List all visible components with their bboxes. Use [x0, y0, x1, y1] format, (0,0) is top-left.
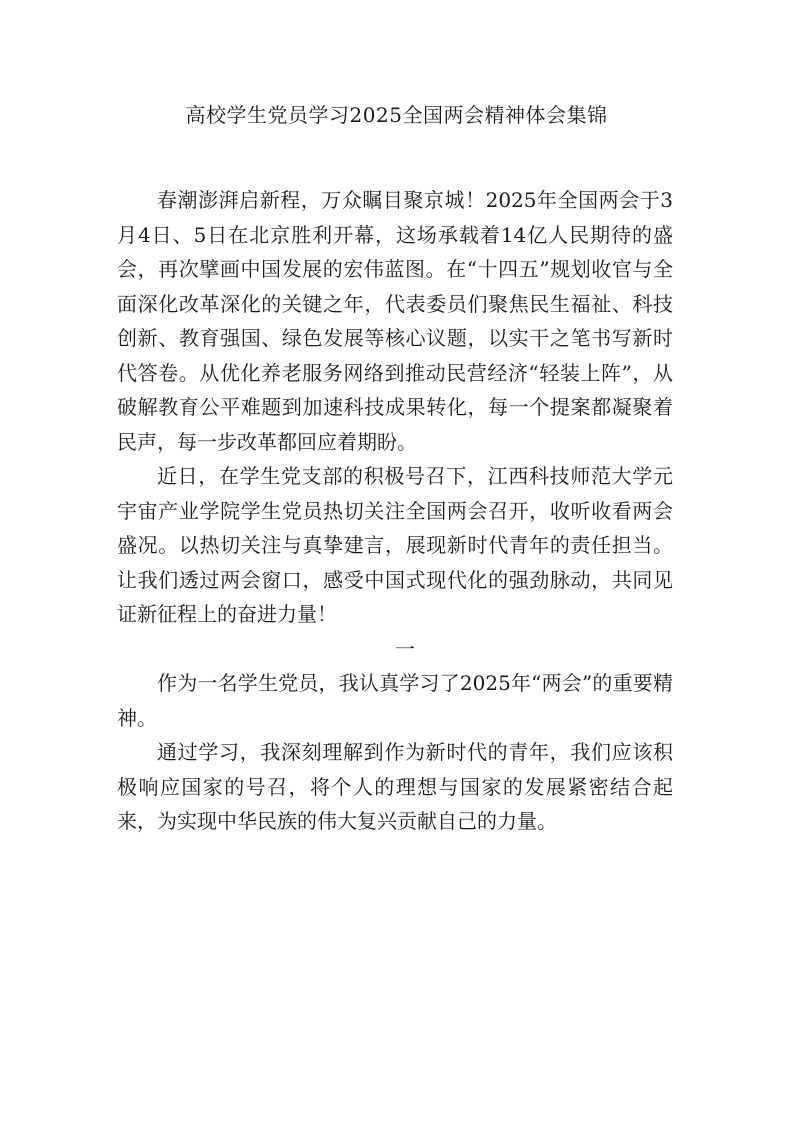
document-title: 高校学生党员学习2025全国两会精神体会集锦 [185, 103, 608, 127]
section-paragraph-1: 作为一名学生党员，我认真学习了2025年“两会”的重要精神。 [117, 671, 673, 730]
intro-paragraph-2: 近日，在学生党支部的积极号召下，江西科技师范大学元宇宙产业学院学生党员热切关注全国两会召开，收听收看两会盛况。以热切关注与真挚建言，展现新时代青年的责任担当。让我们透过两会窗口，感受中国式现代化的强劲脉动，共同见证新征程上的奋进力量！ [117, 464, 673, 626]
intro-paragraph-1: 春潮澎湃启新程，万众瞩目聚京城！2025年全国两会于3月4日、5日在北京胜利开幕，这场承载着14亿人民期待的盛会，再次擘画中国发展的宏伟蓝图。在“十四五”规划收官与全面深化改革深化的关键之年，代表委员们聚焦民生福祉、科技创新、教育强国、绿色发展等核心议题，以实干之笔书写新时代答卷。从优化养老服务网络到推动民营经济“轻装上阵”，从破解教育公平难题到加速科技成果转化，每一个提案都凝聚着民声，每一步改革都回应着期盼。 [117, 188, 673, 454]
section-number: 一 [395, 636, 415, 661]
section-paragraph-2: 通过学习，我深刻理解到作为新时代的青年，我们应该积极响应国家的号召，将个人的理想与国家的发展紧密结合起来，为实现中华民族的伟大复兴贡献自己的力量。 [117, 740, 673, 833]
document-body [117, 183, 673, 839]
